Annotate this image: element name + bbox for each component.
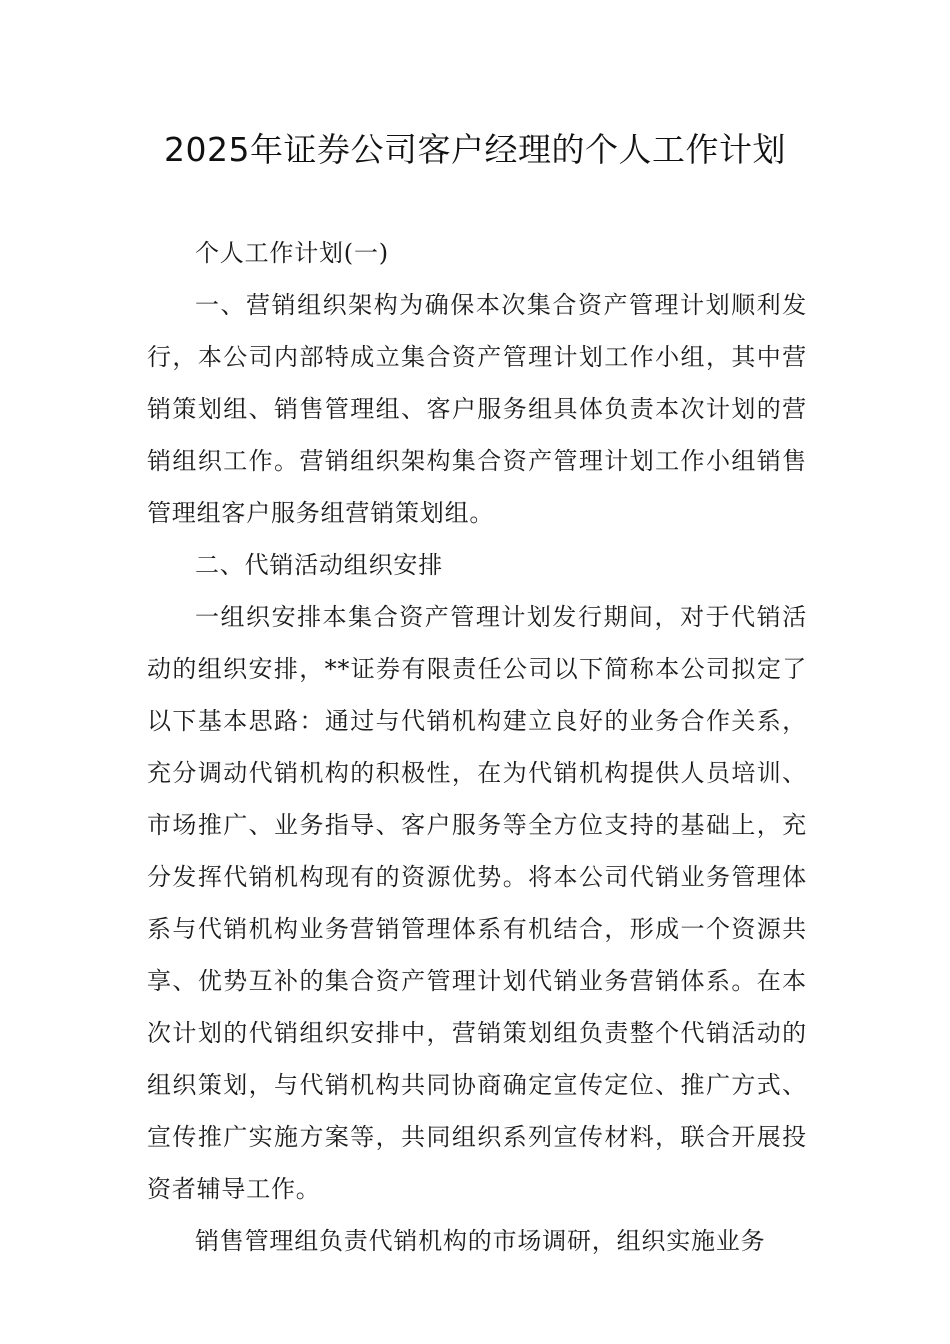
document-title: 2025年证券公司客户经理的个人工作计划 [164, 130, 786, 169]
paragraph-sales-management: 销售管理组负责代销机构的市场调研，组织实施业务 [195, 1227, 766, 1255]
paragraph-organization-arrangement: 一组织安排本集合资产管理计划发行期间，对于代销活动的组织安排，**证券有限责任公司以下简称本公司拟定了以下基本思路：通过与代销机构建立良好的业务合作关系，充分调动代销机构的积极性，在为代销机构提供人员培训、市场推广、业务指导、客户服务等全方位支持的基础上，充分发挥代销机构现有的资源优势。将本公司代销业务管理体系与代销机构业务营销管理体系有机结合，形成一个资源共享、优势互补的集合资产管理计划代销业务营销体系。在本次计划的代销组织安排中，营销策划组负责整个代销活动的组织策划，与代销机构共同协商确定宣传定位、推广方式、宣传推广实施方案等，共同组织系列宣传材料，联合开展投资者辅导工作。 [147, 603, 807, 1203]
paragraph-section-two-heading: 二、代销活动组织安排 [195, 551, 443, 579]
paragraph-plan-heading: 个人工作计划(一) [195, 239, 389, 267]
document-body [147, 227, 807, 1267]
paragraph-marketing-organization: 一、营销组织架构为确保本次集合资产管理计划顺利发行，本公司内部特成立集合资产管理计划工作小组，其中营销策划组、销售管理组、客户服务组具体负责本次计划的营销组织工作。营销组织架构集合资产管理计划工作小组销售管理组客户服务组营销策划组。 [147, 291, 807, 527]
